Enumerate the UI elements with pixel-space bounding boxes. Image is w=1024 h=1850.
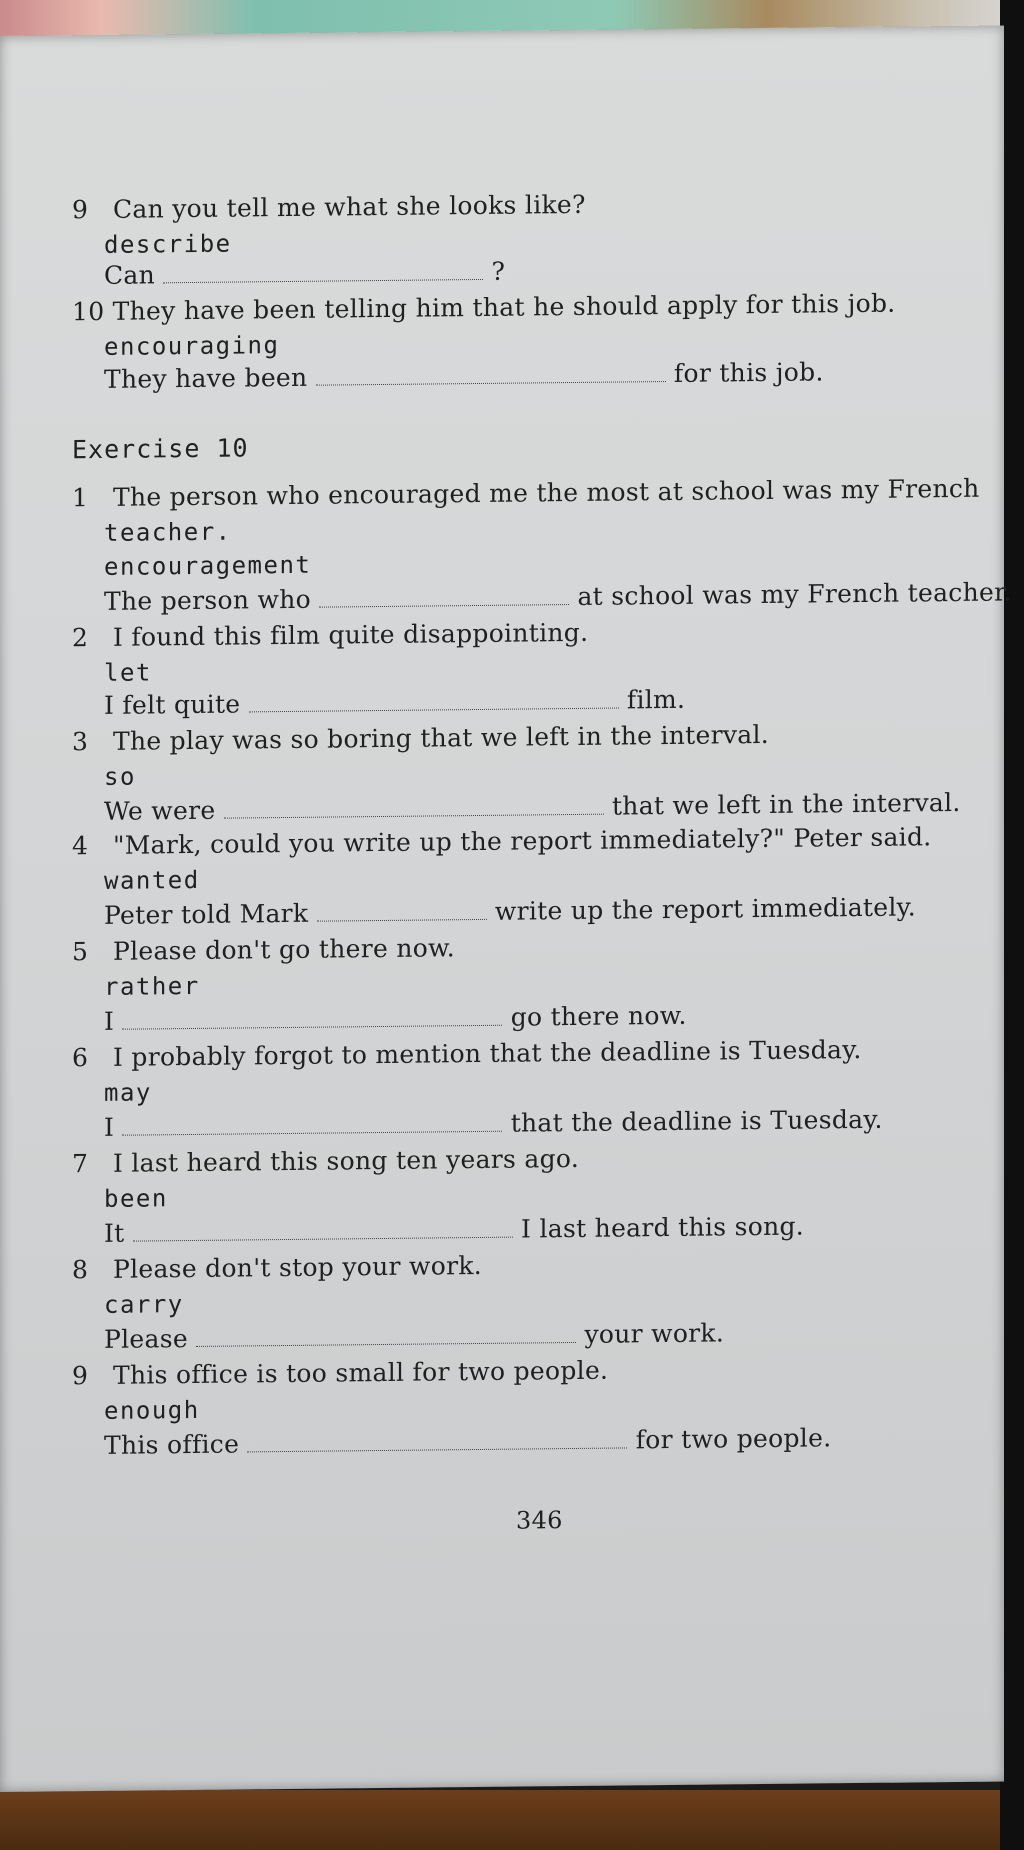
answer-prompt: It I last heard this song.: [104, 1211, 805, 1248]
question-number: 7: [72, 1149, 89, 1179]
keyword: enough: [104, 1395, 200, 1425]
answer-prompt: I that the deadline is Tuesday.: [104, 1104, 883, 1142]
keyword: wanted: [104, 865, 200, 895]
answer-blank[interactable]: [247, 1429, 627, 1452]
answer-prompt: I go there now.: [104, 1000, 687, 1036]
answer-prompt: We were that we left in the interval.: [104, 787, 961, 826]
answer-blank[interactable]: [317, 901, 487, 922]
answer-blank[interactable]: [133, 1219, 513, 1242]
question-5: [72, 933, 455, 966]
answer-prompt: The person who at school was my French teacher.: [104, 577, 1012, 616]
answer-blank[interactable]: [249, 690, 619, 713]
question-sentence-cont: teacher.: [104, 517, 232, 547]
question-number: 8: [72, 1255, 89, 1285]
page-number: 346: [516, 1506, 563, 1535]
question-sentence: "Mark, could you write up the report immediately?" Peter said.: [112, 822, 932, 860]
question-sentence: I found this film quite disappointing.: [112, 617, 589, 652]
question-3: [72, 720, 769, 756]
keyword: been: [104, 1184, 168, 1213]
question-number: 4: [72, 831, 89, 861]
keyword: describe: [104, 229, 232, 259]
question-2: [72, 618, 588, 652]
answer-blank[interactable]: [319, 586, 569, 608]
keyword: rather: [104, 971, 200, 1001]
answer-blank[interactable]: [122, 1007, 502, 1030]
question-8: [72, 1251, 482, 1284]
question-number: 2: [72, 623, 89, 653]
question-sentence: I probably forgot to mention that the deadline is Tuesday.: [112, 1034, 862, 1072]
answer-prompt: Peter told Mark write up the report immediately.: [104, 892, 917, 930]
question-sentence: I last heard this song ten years ago.: [112, 1143, 580, 1178]
answer-prompt: I felt quite film.: [104, 684, 686, 720]
question-number: 3: [72, 727, 89, 757]
keyword: let: [104, 658, 152, 687]
keyword: encouragement: [104, 550, 312, 581]
question-sentence: This office is too small for two people.: [112, 1355, 609, 1390]
question-6: [72, 1035, 862, 1072]
question-sentence: The play was so boring that we left in the interval.: [112, 719, 770, 756]
answer-blank[interactable]: [163, 261, 483, 283]
question-number: 6: [72, 1043, 89, 1073]
page-content: [0, 26, 1012, 1786]
question-number: 10: [72, 296, 105, 327]
question-number: 5: [72, 937, 89, 967]
desk-surface: [0, 1790, 1024, 1850]
answer-prompt: Can ?: [104, 256, 506, 290]
question-number: 1: [72, 483, 89, 513]
keyword: so: [104, 762, 136, 791]
answer-prompt: This office for two people.: [104, 1423, 832, 1460]
question-sentence: Please don't go there now.: [112, 933, 456, 966]
question-sentence: The person who encouraged me the most at school was my French: [112, 473, 980, 512]
question-9-prev: [72, 190, 586, 224]
question-sentence: Please don't stop your work.: [112, 1250, 483, 1284]
question-10-prev: [72, 289, 896, 327]
question-4: [72, 822, 932, 860]
keyword: encouraging: [104, 331, 280, 361]
question-1: [72, 474, 980, 513]
answer-prompt: They have been for this job.: [104, 357, 824, 394]
keyword: may: [104, 1078, 152, 1107]
question-9: [72, 1356, 608, 1391]
worksheet-page: [0, 25, 1012, 1792]
question-7: [72, 1144, 579, 1178]
answer-prompt: Please your work.: [104, 1318, 725, 1354]
answer-blank[interactable]: [316, 363, 666, 386]
question-sentence: They have been telling him that he should apply for this job.: [112, 288, 896, 326]
question-number: 9: [72, 195, 89, 225]
answer-blank[interactable]: [196, 1324, 576, 1347]
answer-blank[interactable]: [224, 796, 604, 819]
keyword: carry: [104, 1290, 184, 1319]
exercise-title: Exercise 10: [72, 433, 249, 465]
question-sentence: Can you tell me what she looks like?: [112, 189, 586, 224]
answer-blank[interactable]: [122, 1113, 502, 1136]
question-number: 9: [72, 1361, 89, 1391]
